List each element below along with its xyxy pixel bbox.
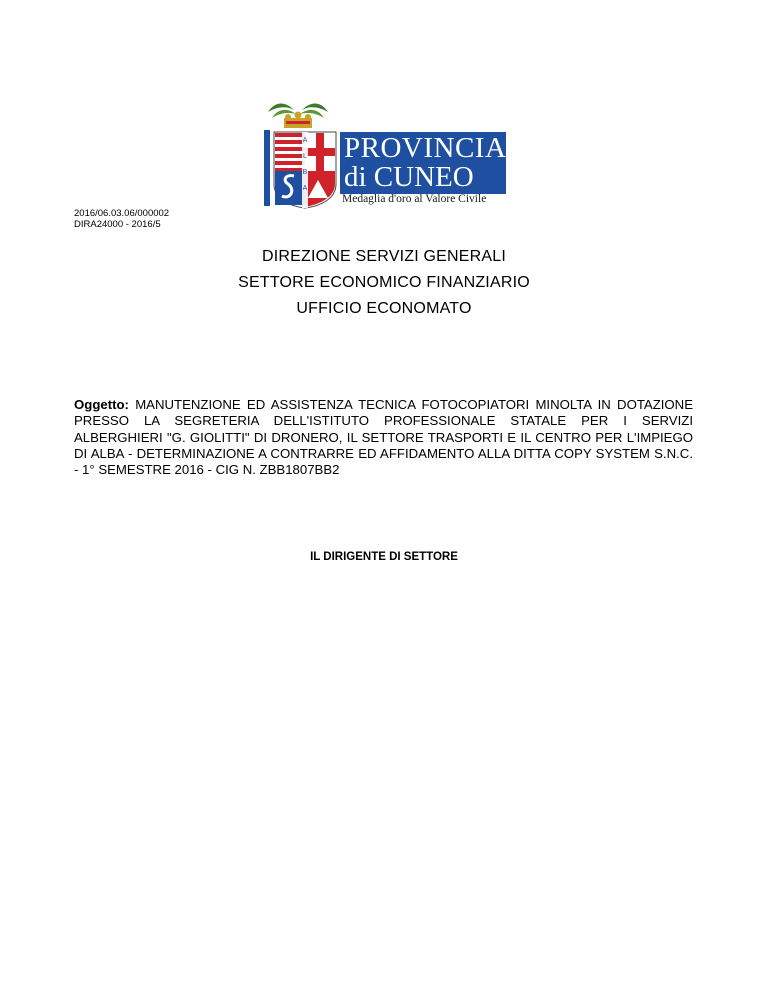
shield-icon: [262, 128, 342, 210]
subject-text: MANUTENZIONE ED ASSISTENZA TECNICA FOTOCOPIATORI MINOLTA IN DOTAZIONE PRESSO LA SEGRETERIA DELL'ISTITUTO PROFESSIONALE STATALE PER I SERVIZI ALBERGHIERI "G. GIOLITTI" DI DRONERO, IL SETTORE TRASPORTI E IL CENTRO PER L'IMPIEGO DI ALBA - DETERMINAZIONE A CONTRARRE ED AFFIDAMENTO ALLA DITTA COPY SYSTEM S.N.C. - 1° SEMESTRE 2016 - CIG N. ZBB1807BB2: [74, 397, 693, 478]
subject-label: Oggetto:: [74, 397, 129, 412]
logo-name-line2: di CUNEO: [344, 161, 474, 193]
provincia-cuneo-logo: [262, 98, 506, 210]
header-direction: DIREZIONE SERVIZI GENERALI: [261, 248, 507, 265]
shield-letter: L: [303, 153, 307, 160]
crown-wreath-icon: [266, 98, 330, 132]
protocol-line2: DIRA24000 - 2016/5: [74, 219, 161, 230]
shield-letter: A: [302, 137, 308, 144]
header-sector: SETTORE ECONOMICO FINANZIARIO: [238, 274, 530, 291]
subject-paragraph: [74, 397, 693, 478]
logo-name-line1: PROVINCIA: [344, 132, 507, 164]
header-office: UFFICIO ECONOMATO: [296, 300, 472, 317]
logo-name-box: [340, 132, 506, 194]
signer-title: IL DIRIGENTE DI SETTORE: [310, 551, 458, 563]
logo-motto: Medaglia d'oro al Valore Civile: [342, 193, 487, 205]
protocol-number: [74, 208, 169, 230]
shield-letter: B: [302, 169, 308, 176]
shield-letter: A: [302, 185, 308, 192]
protocol-line1: 2016/06.03.06/000002: [74, 208, 170, 219]
